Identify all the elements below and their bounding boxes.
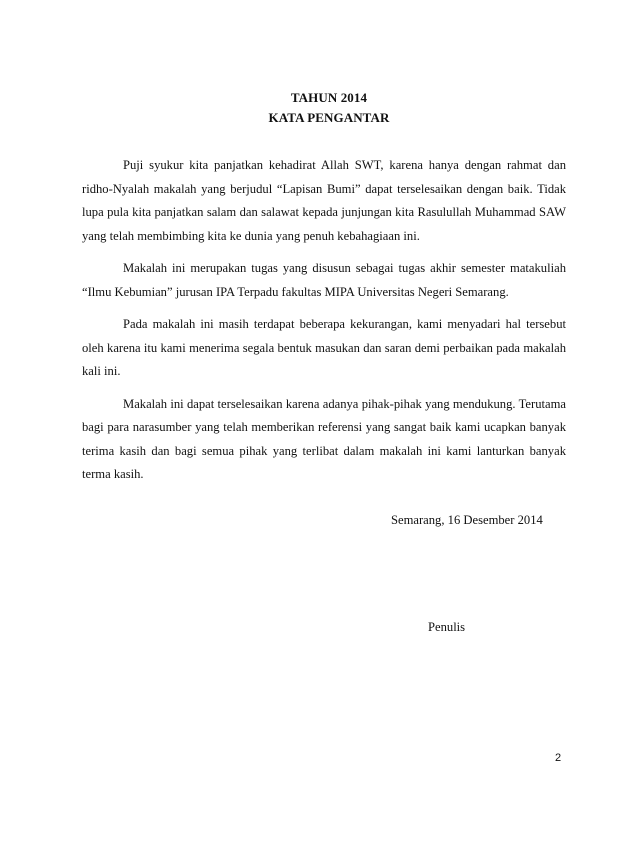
year-heading: TAHUN 2014 bbox=[290, 90, 368, 105]
author-name: Penulis bbox=[428, 620, 466, 634]
page-title: KATA PENGANTAR bbox=[268, 110, 390, 125]
paragraph-3: Pada makalah ini masih terdapat beberapa kekurangan, kami menyadari hal tersebut oleh karena itu kami menerima segala bentuk masukan dan saran demi perbaikan pada makalah kali ini. bbox=[82, 317, 566, 378]
body-text bbox=[82, 154, 566, 496]
place-date: Semarang, 16 Desember 2014 bbox=[391, 513, 543, 527]
page-number: 2 bbox=[555, 752, 562, 764]
paragraph-2: Makalah ini merupakan tugas yang disusun sebagai tugas akhir semester matakuliah “Ilmu Kebumian” jurusan IPA Terpadu fakultas MIPA Universitas Negeri Semarang. bbox=[82, 261, 566, 299]
paragraph-4: Makalah ini dapat terselesaikan karena adanya pihak-pihak yang mendukung. Terutama bagi para narasumber yang telah memberikan referensi yang sangat baik kami ucapkan banyak terima kasih dan bagi semua pihak yang terlibat dalam makalah ini kami lanturkan banyak terma kasih. bbox=[82, 396, 566, 481]
paragraph-1: Puji syukur kita panjatkan kehadirat Allah SWT, karena hanya dengan rahmat dan ridho-Nyalah makalah yang berjudul “Lapisan Bumi” dapat terselesaikan dengan baik. Tidak lupa pula kita panjatkan salam dan salawat kepada junjungan kita Rasulullah Muhammad SAW yang telah membimbing kita ke dunia yang penuh kebahagiaan ini. bbox=[82, 158, 566, 243]
